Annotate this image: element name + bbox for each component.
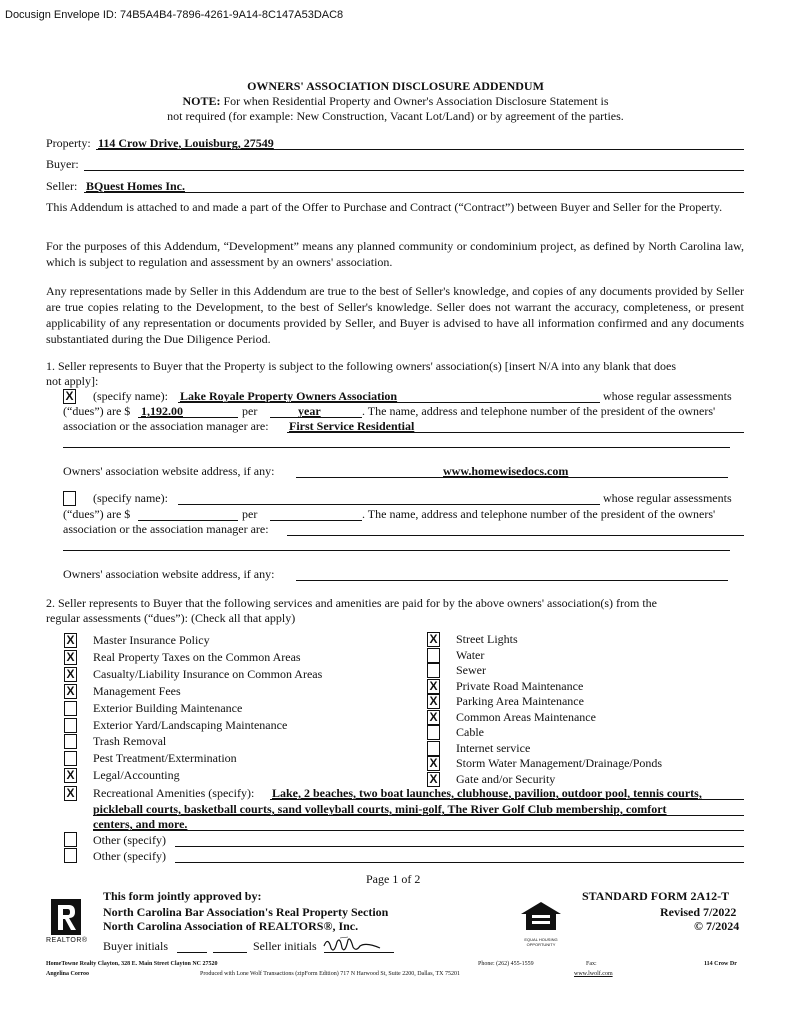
file-name: 114 Crow Dr: [704, 961, 737, 967]
other1-label: Other (specify): [93, 833, 166, 847]
service-right-label: Sewer: [456, 663, 486, 677]
assoc2-per-label: per: [242, 507, 258, 521]
other1-line[interactable]: [175, 846, 744, 847]
service-right-label: Street Lights: [456, 632, 518, 646]
recreational-label: Recreational Amenities (specify):: [93, 786, 255, 800]
service-left-checkbox[interactable]: [64, 718, 77, 733]
buyer-initials-label: Buyer initials: [103, 939, 168, 953]
assoc2-manager-line[interactable]: [287, 535, 744, 536]
seller-label: Seller:: [46, 179, 78, 193]
other2-line[interactable]: [175, 862, 744, 863]
service-left-label: Management Fees: [93, 683, 181, 698]
assoc2-specify-label: (specify name):: [93, 491, 168, 505]
para-representations: Any representations made by Seller in this Addendum are true to the best of Seller's knowledge, and copies of any documents provided by Seller are true copies relating to the Development, to the best of Seller's knowledge. Seller does not warrant the accuracy, completeness, or present applicability of any representation or documents provided by Seller, and Buyer is advised to have all information confirmed and any documents substantiated during the Due Diligence Period.: [46, 284, 744, 346]
service-left-label: Casualty/Liability Insurance on Common Areas: [93, 666, 323, 681]
other2-checkbox[interactable]: [64, 848, 77, 863]
service-left-checkbox[interactable]: [64, 734, 77, 749]
service-right-checkbox[interactable]: [427, 663, 440, 678]
agency-phone: Phone: (262) 455-1559: [478, 961, 534, 967]
assoc1-per-label: per: [242, 404, 258, 418]
recreational-value-2[interactable]: pickleball courts, basketball courts, sand volleyball courts, mini-golf, The River Golf Club membership, comfort: [93, 802, 667, 816]
service-right-checkbox[interactable]: [427, 648, 440, 663]
seller-initials-signature[interactable]: [322, 932, 384, 954]
section1-text-1: 1. Seller represents to Buyer that the Property is subject to the following owners' association(s) [insert N/A into any blank that does: [46, 359, 677, 373]
assoc2-extra-line[interactable]: [63, 550, 730, 551]
recreational-checkbox[interactable]: X: [64, 786, 77, 801]
assoc2-checkbox[interactable]: [63, 491, 76, 506]
realtor-logo-text: REALTOR®: [46, 937, 88, 944]
seller-initials-label: Seller initials: [253, 939, 317, 953]
property-value[interactable]: 114 Crow Drive, Louisburg, 27549: [98, 136, 274, 150]
assoc1-amount[interactable]: 1,192.00: [141, 404, 183, 418]
assoc1-manager-label: association or the association manager are:: [63, 419, 269, 433]
assoc1-dues-label: (“dues”) are $: [63, 404, 131, 418]
service-right-label: Cable: [456, 725, 484, 739]
revised-date: Revised 7/2022: [660, 905, 737, 919]
buyer-label: Buyer:: [46, 157, 79, 171]
assoc1-period[interactable]: year: [298, 404, 321, 418]
page-title: OWNERS' ASSOCIATION DISCLOSURE ADDENDUM: [247, 79, 544, 93]
assoc2-website-line[interactable]: [296, 580, 728, 581]
recreational-value-3[interactable]: centers, and more.: [93, 817, 188, 831]
assoc2-president-text: . The name, address and telephone number of the president of the owners': [362, 507, 716, 521]
service-right-checkbox[interactable]: [427, 725, 440, 740]
service-left-checkbox[interactable]: X: [64, 667, 77, 682]
assoc1-name[interactable]: Lake Royale Property Owners Association: [180, 389, 398, 403]
agency-line: HomeTowne Realty Clayton, 328 E. Main Street Clayton NC 27520: [46, 961, 218, 967]
copyright: © 7/2024: [694, 919, 740, 933]
para-development: For the purposes of this Addendum, “Development” means any planned community or condominium project, as defined by North Carolina law, which is subject to regulation and assessment by an owners' association.: [46, 239, 744, 269]
service-left-checkbox[interactable]: [64, 701, 77, 716]
service-left-label: Legal/Accounting: [93, 768, 180, 783]
assoc2-dues-label: (“dues”) are $: [63, 507, 131, 521]
service-right-label: Internet service: [456, 740, 531, 755]
service-left-checkbox[interactable]: X: [64, 633, 77, 648]
service-left-label: Master Insurance Policy: [93, 633, 210, 647]
assoc1-president-text: . The name, address and telephone number of the president of the owners': [362, 404, 716, 418]
service-right-label: Storm Water Management/Drainage/Ponds: [456, 756, 663, 770]
service-right-checkbox[interactable]: X: [427, 710, 440, 725]
service-right-label: Parking Area Maintenance: [456, 694, 584, 708]
assoc2-period-line[interactable]: [270, 520, 362, 521]
buyer-initials-line-2[interactable]: [213, 952, 247, 953]
recreational-line-3: [93, 830, 744, 831]
section2-text-1: 2. Seller represents to Buyer that the following services and amenities are paid for by the above owners' association(s) from the: [46, 596, 657, 610]
agent-name: Angelina Corroo: [46, 971, 90, 977]
service-left-label: Exterior Building Maintenance: [93, 700, 243, 715]
form-name: STANDARD FORM 2A12-T: [582, 889, 730, 903]
service-right-label: Private Road Maintenance: [456, 678, 584, 693]
para-addendum: This Addendum is attached to and made a part of the Offer to Purchase and Contract (“Contract”) between Buyer and Seller for the Property.: [46, 200, 723, 214]
service-left-checkbox[interactable]: X: [64, 684, 77, 699]
assoc1-manager[interactable]: First Service Residential: [289, 419, 415, 433]
equal-housing-icon: [517, 900, 565, 947]
assoc2-whose: whose regular assessments: [603, 491, 732, 505]
lwolf-link[interactable]: www.lwolf.com: [574, 971, 613, 977]
note-line-2: not required (for example: New Construction, Vacant Lot/Land) or by agreement of the parties.: [167, 109, 624, 123]
buyer-line[interactable]: [84, 170, 744, 171]
service-right-checkbox[interactable]: X: [427, 772, 440, 787]
service-left-checkbox[interactable]: X: [64, 768, 77, 783]
other2-label: Other (specify): [93, 849, 166, 863]
produced-with: Produced with Lone Wolf Transactions (zipForm Edition) 717 N Harwood St, Suite 2200, Dallas, TX 75201: [200, 971, 460, 977]
service-left-label: Real Property Taxes on the Common Areas: [93, 649, 301, 664]
envelope-id: Docusign Envelope ID: 74B5A4B4-7896-4261-9A14-8C147A53DAC8: [5, 9, 344, 21]
assoc2-website-label: Owners' association website address, if any:: [63, 567, 275, 581]
property-label: Property:: [46, 136, 91, 150]
service-right-label: Gate and/or Security: [456, 771, 556, 786]
buyer-initials-line-1[interactable]: [177, 952, 207, 953]
page-number: Page 1 of 2: [366, 872, 421, 886]
seller-value[interactable]: BQuest Homes Inc.: [86, 179, 185, 193]
service-left-checkbox[interactable]: X: [64, 650, 77, 665]
bar-association: North Carolina Bar Association's Real Property Section: [103, 905, 389, 919]
service-right-checkbox[interactable]: X: [427, 632, 440, 647]
service-left-checkbox[interactable]: [64, 751, 77, 766]
assoc1-website-label: Owners' association website address, if any:: [63, 464, 275, 478]
assoc2-name-line[interactable]: [178, 504, 600, 505]
assoc1-extra-line[interactable]: [63, 447, 730, 448]
service-left-label: Pest Treatment/Extermination: [93, 751, 237, 766]
service-right-checkbox[interactable]: X: [427, 679, 440, 694]
other1-checkbox[interactable]: [64, 832, 77, 847]
service-right-checkbox[interactable]: X: [427, 694, 440, 709]
note-label: NOTE:: [182, 94, 221, 108]
service-right-checkbox[interactable]: [427, 741, 440, 756]
recreational-value-1[interactable]: Lake, 2 beaches, two boat launches, clubhouse, pavilion, outdoor pool, tennis courts,: [272, 786, 702, 800]
service-right-label: Common Areas Maintenance: [456, 709, 596, 724]
service-left-label: Trash Removal: [93, 734, 167, 749]
section2-text-2: regular assessments (“dues”): (Check all that apply): [46, 611, 296, 625]
assoc1-whose: whose regular assessments: [603, 389, 732, 403]
service-right-label: Water: [456, 647, 485, 662]
assoc1-website[interactable]: www.homewisedocs.com: [443, 464, 569, 478]
service-left-label: Exterior Yard/Landscaping Maintenance: [93, 717, 288, 732]
realtor-logo-icon: [51, 899, 81, 935]
assoc1-specify-label: (specify name):: [93, 389, 168, 403]
agency-fax: Fax:: [586, 961, 597, 967]
service-right-checkbox[interactable]: X: [427, 756, 440, 771]
equal-housing-text: EQUAL HOUSING OPPORTUNITY: [524, 937, 558, 947]
note-text-1: For when Residential Property and Owner's Association Disclosure Statement is: [223, 94, 609, 108]
section1-text-2: not apply]:: [46, 374, 99, 388]
assoc2-amount-line[interactable]: [138, 520, 238, 521]
realtors-association: North Carolina Association of REALTORS®, Inc.: [103, 919, 359, 933]
assoc2-manager-label: association or the association manager are:: [63, 522, 269, 536]
assoc1-checkbox[interactable]: X: [63, 389, 76, 404]
note-line-1: [0, 94, 791, 109]
approved-by: This form jointly approved by:: [103, 889, 262, 903]
